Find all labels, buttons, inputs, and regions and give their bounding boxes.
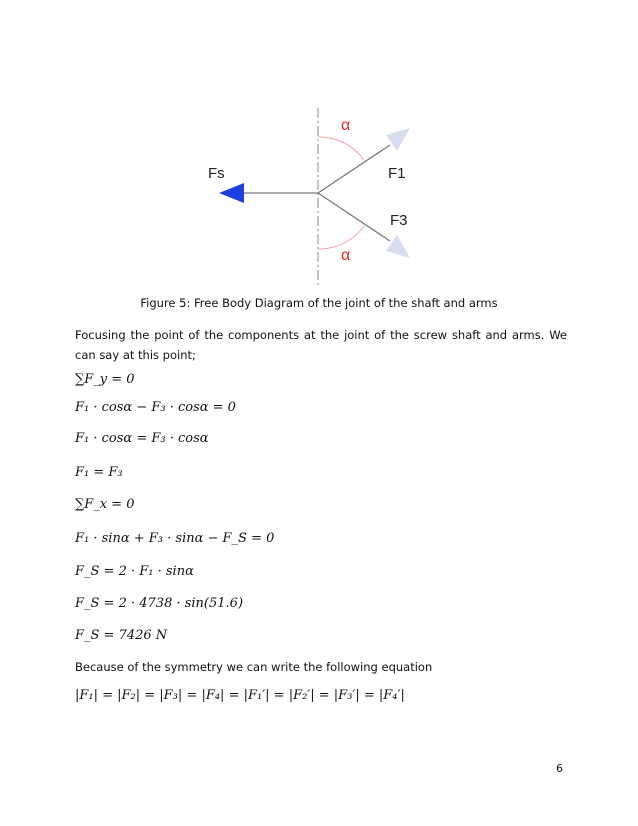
equation-vertical-equal: F₁ · cosα = F₃ · cosα	[75, 431, 209, 446]
alpha-arc-top	[318, 137, 364, 160]
symmetry-paragraph: Because of the symmetry we can write the following equation	[75, 660, 433, 674]
alpha-label-bottom: α	[341, 247, 351, 264]
alpha-arc-bottom	[318, 226, 364, 249]
equation-sum-fx: ∑F_x = 0	[75, 497, 135, 512]
f1-label: F1	[388, 165, 406, 182]
f1-arrow-shaft	[318, 145, 390, 193]
equation-symmetry: |F₁| = |F₂| = |F₃| = |F₄| = |F₁′| = |F₂′| = |F₃′| = |F₄′|	[75, 688, 405, 703]
equation-horizontal-balance: F₁ · sinα + F₃ · sinα − F_S = 0	[75, 531, 275, 546]
f1-arrow-head	[386, 128, 410, 151]
intro-paragraph: Focusing the point of the components at the joint of the screw shaft and arms. We can say at this point;	[75, 328, 567, 362]
f3-label: F3	[390, 212, 408, 229]
fs-label: Fs	[208, 165, 225, 182]
equation-sum-fy: ∑F_y = 0	[75, 372, 135, 387]
free-body-diagram	[0, 0, 638, 300]
equation-vertical-balance: F₁ · cosα − F₃ · cosα = 0	[75, 400, 236, 415]
fs-arrow-head	[219, 183, 244, 203]
equation-fs-result: F_S = 7426 N	[75, 628, 168, 643]
equation-f1-equals-f3: F₁ = F₃	[75, 465, 123, 480]
f3-arrow-shaft	[318, 193, 390, 241]
figure-caption: Figure 5: Free Body Diagram of the joint of the shaft and arms	[140, 296, 498, 310]
f3-arrow-head	[386, 235, 410, 258]
equation-fs-substituted: F_S = 2 · 4738 · sin(51.6)	[75, 596, 244, 611]
alpha-label-top: α	[341, 117, 351, 134]
equation-fs-formula: F_S = 2 · F₁ · sinα	[75, 564, 194, 579]
page-number: 6	[556, 762, 563, 775]
